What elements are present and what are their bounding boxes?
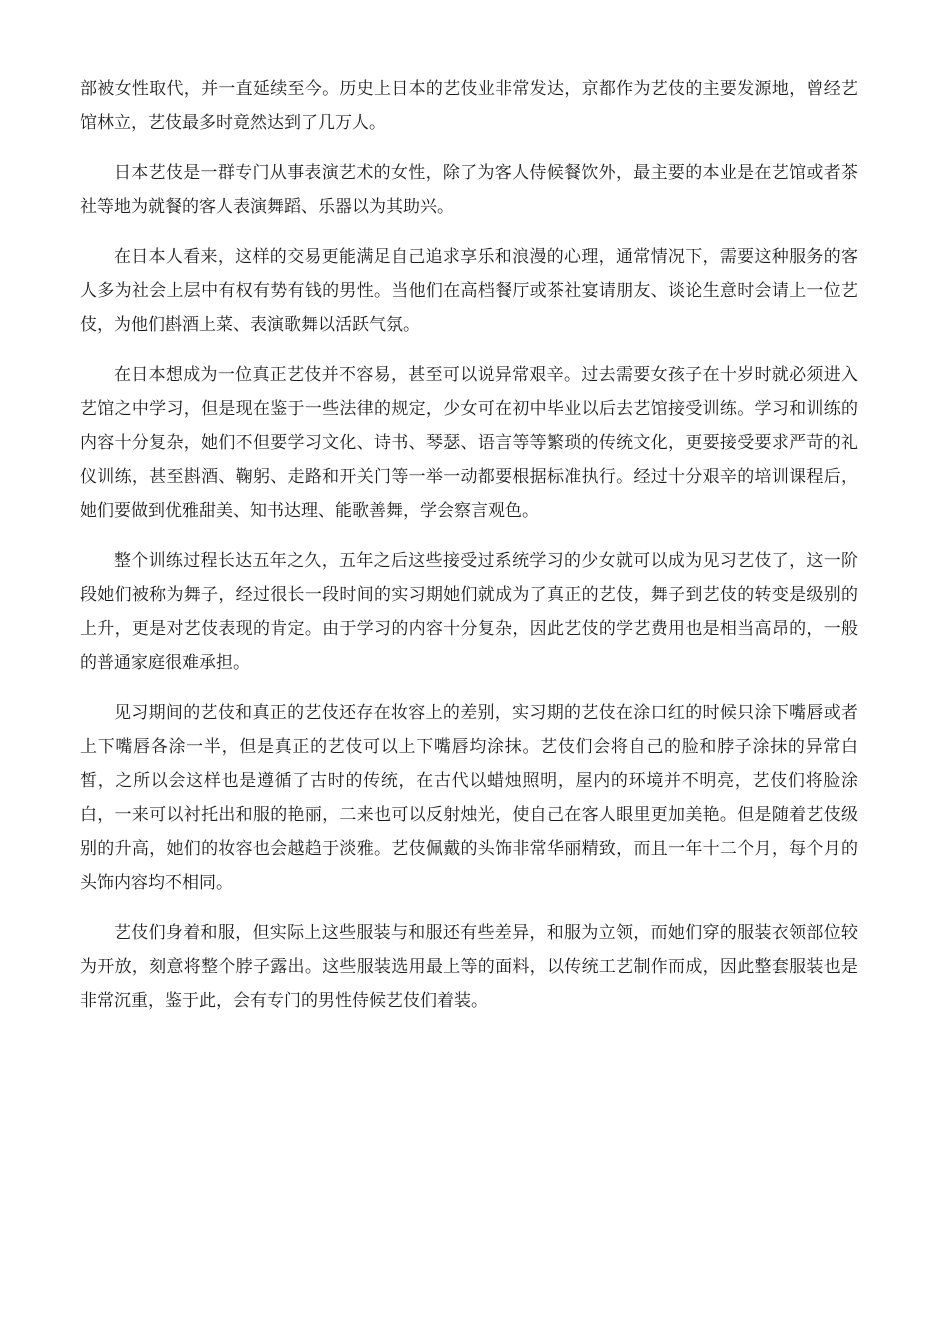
paragraph-5: 整个训练过程长达五年之久，五年之后这些接受过系统学习的少女就可以成为见习艺伎了，这一阶段她们被称为舞子，经过很长一段时间的实习期她们就成为了真正的艺伎，舞子到艺伎的转变是级别的上升，更是对艺伎表现的肯定。由于学习的内容十分复杂，因此艺伎的学艺费用也是相当高昂的，一般的普通家庭很难承担。 [80,551,858,673]
document-body [80,72,858,1034]
paragraph-1: 部被女性取代，并一直延续至今。历史上日本的艺伎业非常发达，京都作为艺伎的主要发源地，曾经艺馆林立，艺伎最多时竟然达到了几万人。 [80,79,858,133]
paragraph-7: 艺伎们身着和服，但实际上这些服装与和服还有些差异，和服为立领，而她们穿的服装衣领部位较为开放，刻意将整个脖子露出。这些服装选用最上等的面料，以传统工艺制作而成，因此整套服装也是非常沉重，鉴于此，会有专门的男性侍候艺伎们着装。 [80,923,858,1011]
paragraph-4: 在日本想成为一位真正艺伎并不容易，甚至可以说异常艰辛。过去需要女孩子在十岁时就必须进入艺馆之中学习，但是现在鉴于一些法律的规定，少女可在初中毕业以后去艺馆接受训练。学习和训练的内容十分复杂，她们不但要学习文化、诗书、琴瑟、语言等等繁琐的传统文化，更要接受要求严苛的礼仪训练，甚至斟酒、鞠躬、走路和开关门等一举一动都要根据标准执行。经过十分艰辛的培训课程后，她们要做到优雅甜美、知书达理、能歌善舞，学会察言观色。 [80,365,858,521]
paragraph-3: 在日本人看来，这样的交易更能满足自己追求享乐和浪漫的心理，通常情况下，需要这种服务的客人多为社会上层中有权有势有钱的男性。当他们在高档餐厅或茶社宴请朋友、谈论生意时会请上一位艺伎，为他们斟酒上菜、表演歌舞以活跃气氛。 [80,247,858,335]
paragraph-2: 日本艺伎是一群专门从事表演艺术的女性，除了为客人侍候餐饮外，最主要的本业是在艺馆或者茶社等地为就餐的客人表演舞蹈、乐器以为其助兴。 [80,163,858,217]
paragraph-6: 见习期间的艺伎和真正的艺伎还存在妆容上的差别，实习期的艺伎在涂口红的时候只涂下嘴唇或者上下嘴唇各涂一半，但是真正的艺伎可以上下嘴唇均涂抹。艺伎们会将自己的脸和脖子涂抹的异常白皙，之所以会这样也是遵循了古时的传统，在古代以蜡烛照明，屋内的环境并不明亮，艺伎们将脸涂白，一来可以衬托出和服的艳丽，二来也可以反射烛光，使自己在客人眼里更加美艳。但是随着艺伎级别的升高，她们的妆容也会越趋于淡雅。艺伎佩戴的头饰非常华丽精致，而且一年十二个月，每个月的头饰内容均不相同。 [80,703,858,893]
